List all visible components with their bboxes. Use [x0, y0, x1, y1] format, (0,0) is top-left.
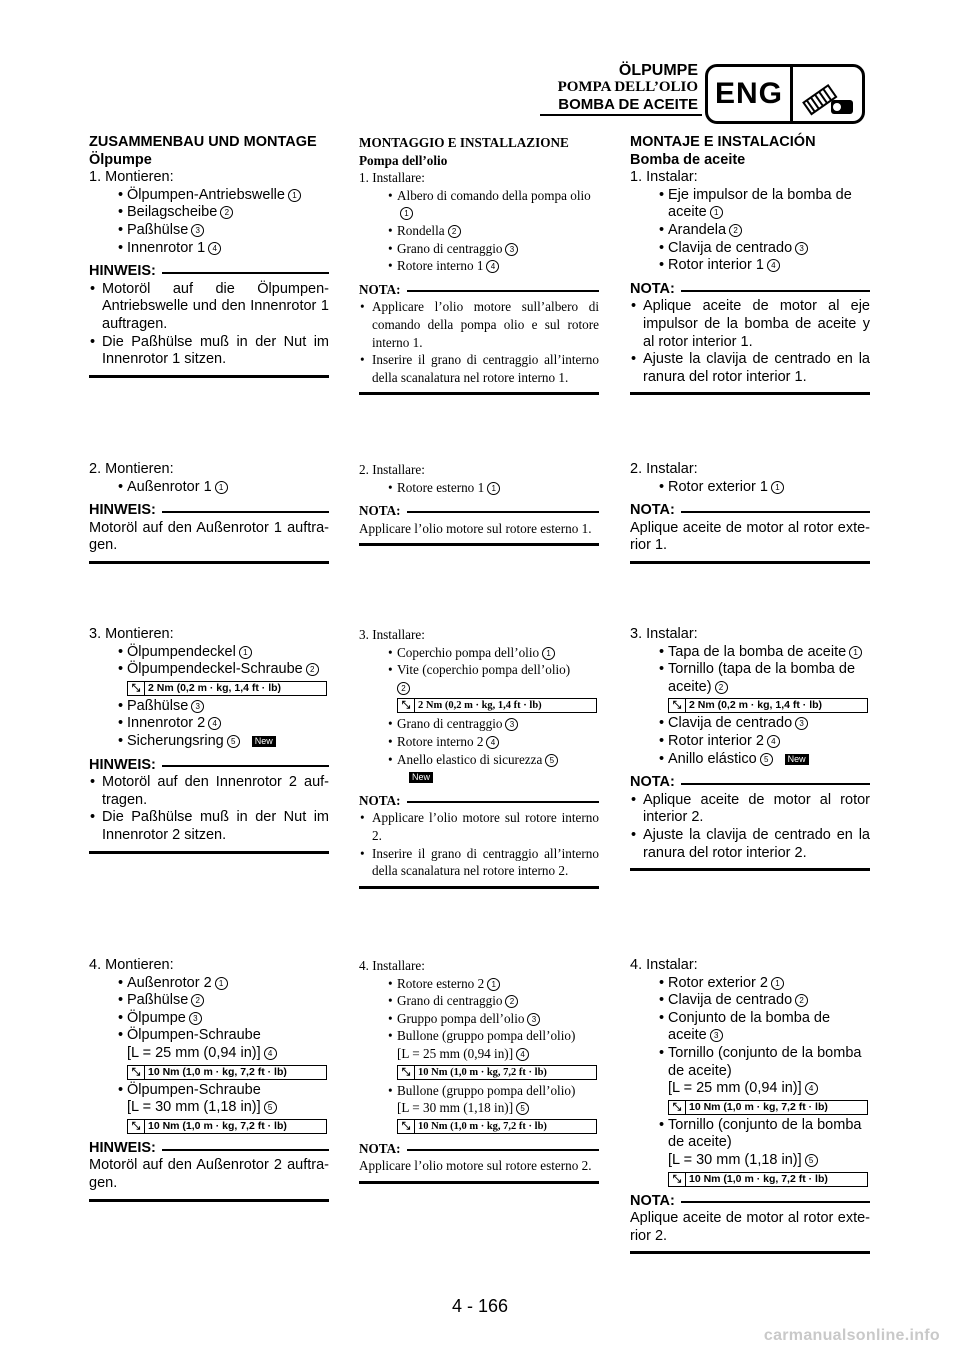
list-item: • Grano di centraggio 3 — [359, 715, 599, 733]
note-bullet: • Applicare l’olio motore sul rotore interno 2. — [360, 810, 599, 843]
new-part-badge: New — [785, 754, 809, 765]
it-step1-block — [359, 134, 599, 395]
torque-wrench-icon: ⤡ — [128, 1120, 145, 1133]
note-text: Aplique aceite de motor al rotor exte-rior 2. — [630, 1210, 870, 1244]
torque-wrench-icon: ⤡ — [398, 1120, 415, 1133]
list-item: • Tapa de la bomba de aceite 1 — [630, 644, 870, 662]
page-number: 4 - 166 — [451, 1296, 509, 1316]
es-step3-note-heading: NOTA: — [630, 774, 870, 792]
torque-spec: ⤡ 10 Nm (1,0 m · kg, 7,2 ft · lb) — [397, 1119, 597, 1134]
list-item: • Vite (coperchio pompa dell’olio) 2 — [388, 662, 571, 693]
list-item: • Rotor exterior 1 1 — [630, 479, 870, 497]
note-end-rule — [630, 868, 870, 871]
torque-spec: ⤡ 2 Nm (0,2 m · kg, 1,4 ft · lb) — [127, 681, 327, 696]
it-step3-block — [359, 626, 599, 889]
es-step2-label: 2. Instalar: — [630, 461, 698, 477]
list-item: • Eje impulsor de la bomba de aceite 1 — [659, 186, 852, 221]
torque-spec: ⤡ 10 Nm (1,0 m · kg, 7,2 ft · lb) — [127, 1065, 327, 1080]
note-end-rule — [359, 543, 599, 546]
de-section-title: ZUSAMMENBAU UND MONTAGE — [89, 134, 317, 150]
list-item: • Rotor interior 1 4 — [630, 257, 870, 275]
list-item: • Grano di centraggio 2 — [359, 992, 599, 1010]
es-step1-label: 1. Instalar: — [630, 169, 698, 186]
torque-wrench-icon: ⤡ — [669, 1101, 686, 1114]
length-spec: [L = 30 mm (1,18 in)] 5 — [630, 1152, 870, 1170]
de-subtitle: Ölpumpe — [89, 151, 152, 168]
list-item: • Clavija de centrado 3 — [630, 240, 870, 258]
list-item: • Coperchio pompa dell’olio 1 — [359, 644, 599, 662]
torque-wrench-icon: ⤡ — [669, 699, 686, 712]
de-step1-block — [89, 134, 329, 378]
note-bullet: • Motoröl auf die Ölpumpen-Antriebswelle und den Innenrotor 1 auftragen. — [90, 280, 329, 332]
list-item: • Rotore esterno 1 1 — [359, 479, 599, 497]
note-bullet: • Inserire il grano di centraggio all’interno della scanalatura nel rotore interno 2. — [360, 845, 599, 879]
note-bullet: • Aplique aceite de motor al rotor interior 2. — [631, 791, 870, 826]
list-item: • Anello elastico di sicurezza 5 — [359, 751, 599, 769]
it-step4-block — [359, 957, 599, 1184]
note-end-rule — [359, 1181, 599, 1184]
note-bullet: • Ajuste la clavija de centrado en la ranura del rotor interior 1. — [631, 351, 870, 385]
it-step4-note-heading: NOTA: — [359, 1140, 599, 1158]
header-rule — [540, 114, 702, 116]
note-end-rule — [630, 392, 870, 395]
note-bullet: • Motoröl auf den Innenrotor 2 auf-tragen. — [90, 774, 329, 808]
list-item: • Grano di centraggio 3 — [359, 240, 599, 258]
torque-spec: ⤡ 10 Nm (1,0 m · kg, 7,2 ft · lb) — [668, 1172, 868, 1187]
list-item: • Außenrotor 2 1 — [89, 975, 329, 993]
torque-spec: ⤡ 10 Nm (1,0 m · kg, 7,2 ft · lb) — [127, 1119, 327, 1134]
it-step1-label: 1. Installare: — [359, 170, 425, 186]
es-step2-note-heading: NOTA: — [630, 502, 870, 520]
de-step4-label: 4. Montieren: — [89, 957, 174, 973]
new-part-badge: New — [409, 772, 433, 783]
list-item: • Rotore interno 2 4 — [359, 733, 599, 751]
es-step4-label: 4. Instalar: — [630, 957, 698, 973]
length-spec: [L = 25 mm (0,94 in)] 4 — [630, 1080, 870, 1098]
list-item: • Ölpumpen-Antriebswelle 1 — [89, 187, 329, 205]
it-section-title: MONTAGGIO E INSTALLAZIONE — [359, 135, 569, 150]
de-step1-label: 1. Montieren: — [89, 169, 174, 186]
note-bullet: • Inserire il grano di centraggio all’interno della scanalatura nel rotore interno 1. — [360, 352, 599, 385]
de-step3-label: 3. Montieren: — [89, 626, 174, 642]
length-spec: [L = 25 mm (0,94 in)] 4 — [89, 1045, 329, 1063]
de-step2-note-heading: HINWEIS: — [89, 502, 329, 520]
note-text: Applicare l’olio motore sul rotore esterno 2. — [359, 1158, 592, 1174]
note-text: Motoröl auf den Außenrotor 2 auftra-gen. — [89, 1157, 329, 1191]
list-item: • Ölpumpe 3 — [89, 1010, 329, 1028]
list-item: • Tornillo (conjunto de la bomba de aceite) — [659, 1116, 862, 1151]
note-end-rule — [89, 1199, 329, 1202]
de-step4-note-heading: HINWEIS: — [89, 1140, 329, 1158]
list-item: • Rondella 2 — [359, 222, 599, 240]
list-item: • Paßhülse 2 — [89, 992, 329, 1010]
list-item: • Rotore interno 1 4 — [359, 257, 599, 275]
note-end-rule — [89, 375, 329, 378]
list-item: • Clavija de centrado 2 — [630, 992, 870, 1010]
chapter-badge — [705, 64, 865, 124]
list-item: • Bullone (gruppo pompa dell’olio) — [388, 1082, 576, 1098]
note-end-rule — [359, 886, 599, 889]
list-item: • Außenrotor 1 1 — [89, 479, 329, 497]
note-text: Applicare l’olio motore sul rotore esterno 1. — [359, 520, 592, 536]
header-title-es: BOMBA DE ACEITE — [558, 96, 698, 113]
engine-piston-icon — [793, 67, 862, 121]
de-step4-block — [89, 957, 329, 1202]
list-item: • Sicherungsring 5 New — [89, 733, 329, 751]
note-bullet: • Die Paßhülse muß in der Nut im Innenrotor 2 sitzen. — [90, 809, 329, 843]
watermark: carmanualsonline.info — [763, 1327, 940, 1344]
torque-spec: ⤡ 10 Nm (1,0 m · kg, 7,2 ft · lb) — [397, 1065, 597, 1080]
length-spec: [L = 25 mm (0,94 in)] 4 — [359, 1045, 599, 1063]
torque-wrench-icon: ⤡ — [398, 699, 415, 712]
note-end-rule — [630, 1251, 870, 1254]
it-step2-label: 2. Installare: — [359, 462, 425, 477]
it-step2-note-heading: NOTA: — [359, 502, 599, 520]
es-step3-block — [630, 626, 870, 871]
es-step3-label: 3. Instalar: — [630, 626, 698, 642]
list-item: • Paßhülse 3 — [89, 698, 329, 716]
it-step1-note-heading: NOTA: — [359, 281, 599, 299]
es-subtitle: Bomba de aceite — [630, 151, 746, 168]
chapter-label: ENG — [708, 67, 793, 121]
de-step3-block — [89, 626, 329, 854]
list-item: • Rotor exterior 2 1 — [630, 975, 870, 993]
list-item: • Innenrotor 2 4 — [89, 715, 329, 733]
torque-wrench-icon: ⤡ — [398, 1066, 415, 1079]
torque-spec: ⤡ 2 Nm (0,2 m · kg, 1,4 ft · lb) — [397, 698, 597, 713]
it-subtitle: Pompa dell’olio — [359, 152, 448, 168]
list-item: • Arandela 2 — [630, 222, 870, 240]
header-title-it: POMPA DELL’OLIO — [557, 79, 698, 95]
note-end-rule — [630, 561, 870, 564]
list-item: • Ölpumpendeckel 1 — [89, 644, 329, 662]
note-end-rule — [89, 851, 329, 854]
it-step3-note-heading: NOTA: — [359, 792, 599, 810]
torque-spec: ⤡ 10 Nm (1,0 m · kg, 7,2 ft · lb) — [668, 1100, 868, 1115]
list-item: • Rotor interior 2 4 — [630, 733, 870, 751]
es-step4-note-heading: NOTA: — [630, 1193, 870, 1211]
es-step1-note-heading: NOTA: — [630, 281, 870, 299]
header-title-de: ÖLPUMPE — [618, 62, 698, 79]
note-bullet: • Die Paßhülse muß in der Nut im Innenrotor 1 sitzen. — [90, 333, 329, 368]
note-text: Motoröl auf den Außenrotor 1 auftra-gen. — [89, 519, 329, 554]
torque-wrench-icon: ⤡ — [128, 1066, 145, 1079]
note-end-rule — [89, 561, 329, 564]
list-item: • Beilagscheibe 2 — [89, 204, 329, 222]
note-bullet: • Applicare l’olio motore sull’albero di comando della pompa olio e sul rotore interno 1. — [360, 299, 599, 350]
note-text: Aplique aceite de motor al rotor exte-rior 1. — [630, 519, 870, 554]
de-step1-note-heading: HINWEIS: — [89, 263, 329, 281]
list-item: • Tornillo (conjunto de la bomba de aceite) — [659, 1044, 862, 1079]
length-spec: [L = 30 mm (1,18 in)] 5 — [89, 1099, 329, 1117]
torque-spec: ⤡ 2 Nm (0,2 m · kg, 1,4 ft · lb) — [668, 698, 868, 713]
de-step3-note-heading: HINWEIS: — [89, 757, 329, 775]
list-item: • Paßhülse 3 — [89, 222, 329, 240]
list-item: • Ölpumpen-Schraube — [118, 1081, 261, 1098]
it-step4-label: 4. Installare: — [359, 958, 425, 973]
list-item: • Gruppo pompa dell’olio 3 — [359, 1010, 599, 1028]
list-item: • Bullone (gruppo pompa dell’olio) — [388, 1028, 576, 1044]
new-badge-row — [359, 768, 599, 786]
note-bullet: • Aplique aceite de motor al eje impulsor de la bomba de aceite y al rotor interior 1. — [631, 298, 870, 350]
list-item: • Innenrotor 1 4 — [89, 240, 329, 258]
list-item: • Rotore esterno 2 1 — [359, 975, 599, 993]
it-step3-label: 3. Installare: — [359, 627, 425, 642]
length-spec: [L = 30 mm (1,18 in)] 5 — [359, 1099, 599, 1117]
list-item: • Tornillo (tapa de la bomba de aceite) 2 — [659, 661, 856, 695]
note-end-rule — [359, 392, 599, 395]
list-item: • Clavija de centrado 3 — [630, 715, 870, 733]
list-item: • Ölpumpendeckel-Schraube 2 — [89, 661, 329, 679]
list-item: • Ölpumpen-Schraube — [118, 1027, 261, 1044]
new-part-badge: New — [252, 736, 276, 747]
es-step2-block — [630, 461, 870, 564]
it-step2-block — [359, 461, 599, 546]
torque-wrench-icon: ⤡ — [669, 1173, 686, 1186]
torque-wrench-icon: ⤡ — [128, 682, 145, 695]
list-item: • Anillo elástico 5 New — [630, 751, 870, 769]
de-step2-block — [89, 461, 329, 564]
de-step2-label: 2. Montieren: — [89, 461, 174, 477]
list-item: • Conjunto de la bomba de aceite 3 — [659, 1009, 831, 1044]
es-step1-block — [630, 134, 870, 395]
list-item: • Albero di comando della pompa olio1 — [388, 187, 591, 219]
page-header-titles — [558, 62, 698, 113]
es-step4-block — [630, 957, 870, 1254]
note-bullet: • Ajuste la clavija de centrado en la ranura del rotor interior 2. — [631, 826, 870, 861]
es-section-title: MONTAJE E INSTALACIÓN — [630, 134, 816, 150]
